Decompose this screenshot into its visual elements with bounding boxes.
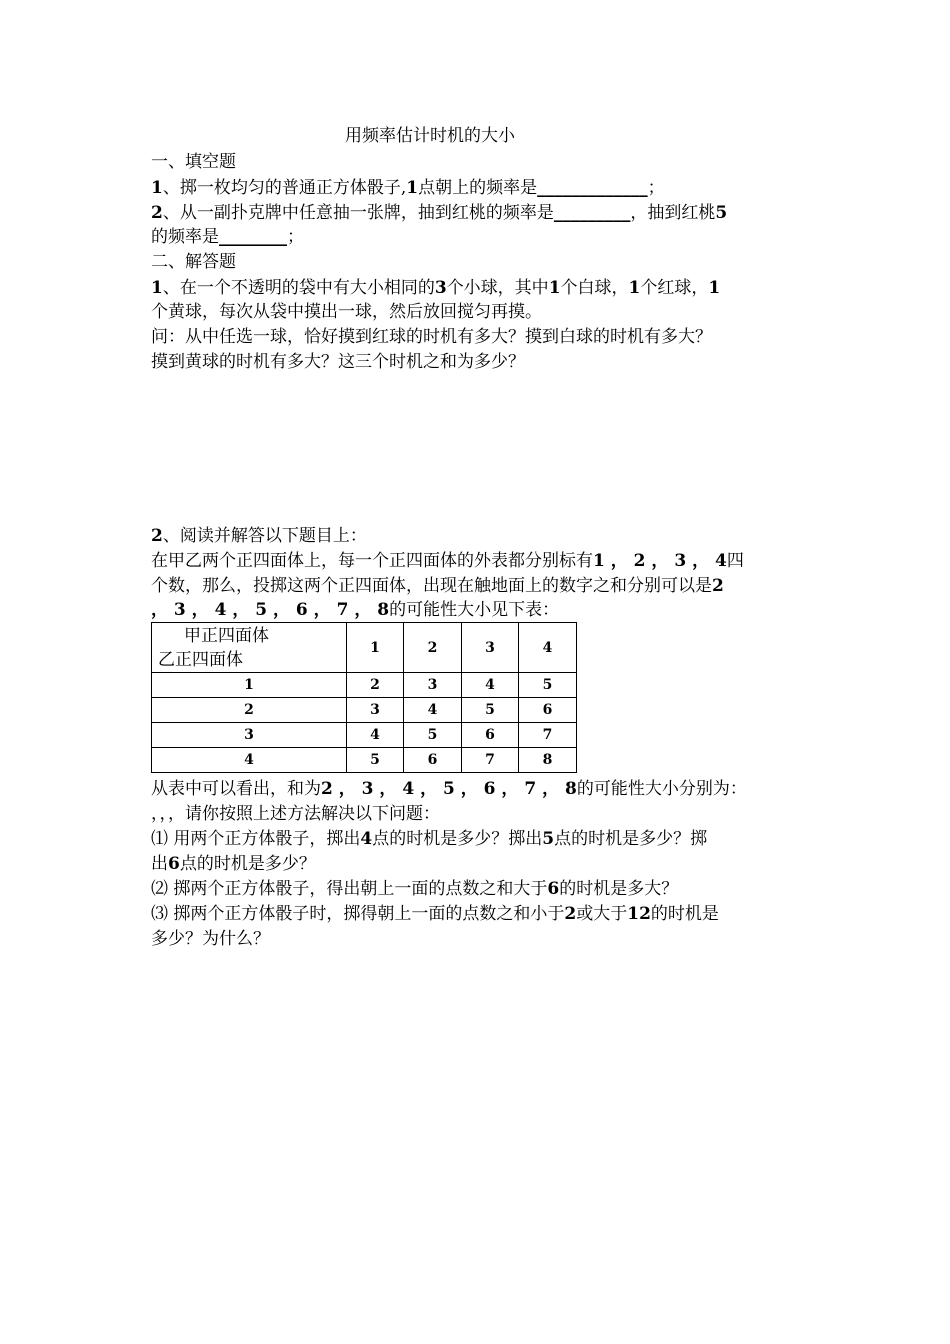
section2-heading: 二、解答题 (151, 252, 236, 272)
answer-question-1-line1: 1、在一个不透明的袋中有大小相同的3个小球，其中1个白球，1个红球，1 (151, 278, 721, 298)
row-head: 3 (152, 723, 347, 748)
page-title: 用频率估计时机的大小 (345, 126, 515, 146)
answer-question-2-heading: 2、阅读并解答以下题目上： (151, 526, 367, 546)
fill-question-2: 2、从一副扑克牌中任意抽一张牌，抽到红桃的频率是_________，抽到红桃5 (151, 203, 728, 223)
table-corner-header: 甲正四面体 乙正四面体 (152, 623, 347, 673)
table-header-row (152, 623, 577, 673)
fill-question-2-cont: 的频率是________； (151, 227, 304, 247)
table-row (152, 723, 577, 748)
table-cell: 5 (404, 723, 462, 748)
sub-question-3-line1: ⑶ 掷两个正方体骰子时，掷得朝上一面的点数之和小于2或大于12的时机是 (151, 904, 719, 924)
table-cell: 8 (519, 748, 577, 773)
table-cell: 7 (462, 748, 519, 773)
table-row (152, 748, 577, 773)
table-cell: 2 (347, 673, 404, 698)
table-cell: 5 (347, 748, 404, 773)
answer-question-1-line4: 摸到黄球的时机有多大？这三个时机之和为多少？ (151, 352, 525, 372)
table-cell: 5 (462, 698, 519, 723)
sub-question-2: ⑵ 掷两个正方体骰子，得出朝上一面的点数之和大于6的时机是多大？ (151, 879, 679, 899)
table-cell: 3 (347, 698, 404, 723)
sum-table (151, 622, 577, 773)
answer-question-1-line2: 个黄球，每次从袋中摸出一球，然后放回搅匀再摸。 (151, 302, 542, 322)
section1-heading: 一、填空题 (151, 152, 236, 172)
table-cell: 6 (519, 698, 577, 723)
col-head: 2 (404, 623, 462, 673)
table-cell: 4 (462, 673, 519, 698)
sub-question-1-line1: ⑴ 用两个正方体骰子，掷出4点的时机是多少？掷出5点的时机是多少？掷 (151, 829, 708, 849)
answer-question-2-para3: ， 3 ， 4 ， 5 ， 6 ， 7 ， 8的可能性大小见下表： (151, 600, 560, 620)
table-cell: 6 (462, 723, 519, 748)
row-head: 4 (152, 748, 347, 773)
table-row (152, 673, 577, 698)
table-cell: 3 (404, 673, 462, 698)
after-table-line2: ，，，请你按照上述方法解决以下问题： (151, 804, 440, 824)
sub-question-3-line2: 多少？为什么？ (151, 929, 270, 949)
table-cell: 5 (519, 673, 577, 698)
row-head: 1 (152, 673, 347, 698)
col-head: 4 (519, 623, 577, 673)
answer-question-2-para1: 在甲乙两个正四面体上，每一个正四面体的外表都分别标有1 ， 2 ， 3 ， 4四 (151, 551, 744, 571)
answer-question-1-line3: 问：从中任选一球，恰好摸到红球的时机有多大？摸到白球的时机有多大？ (151, 327, 712, 347)
table-cell: 4 (404, 698, 462, 723)
answer-question-2-para2: 个数，那么，投掷这两个正四面体，出现在触地面上的数字之和分别可以是2 (151, 576, 724, 596)
table-cell: 4 (347, 723, 404, 748)
col-head: 3 (462, 623, 519, 673)
sub-question-1-line2: 出6点的时机是多少？ (151, 854, 316, 874)
table-cell: 6 (404, 748, 462, 773)
fill-question-1: 1、掷一枚均匀的普通正方体骰子,1点朝上的频率是_____________； (151, 178, 665, 198)
after-table-line1: 从表中可以看出，和为2 ， 3 ， 4 ， 5 ， 6 ， 7 ， 8的可能性大小分别为： (151, 779, 747, 799)
table-cell: 7 (519, 723, 577, 748)
table-row (152, 698, 577, 723)
col-head: 1 (347, 623, 404, 673)
row-head: 2 (152, 698, 347, 723)
